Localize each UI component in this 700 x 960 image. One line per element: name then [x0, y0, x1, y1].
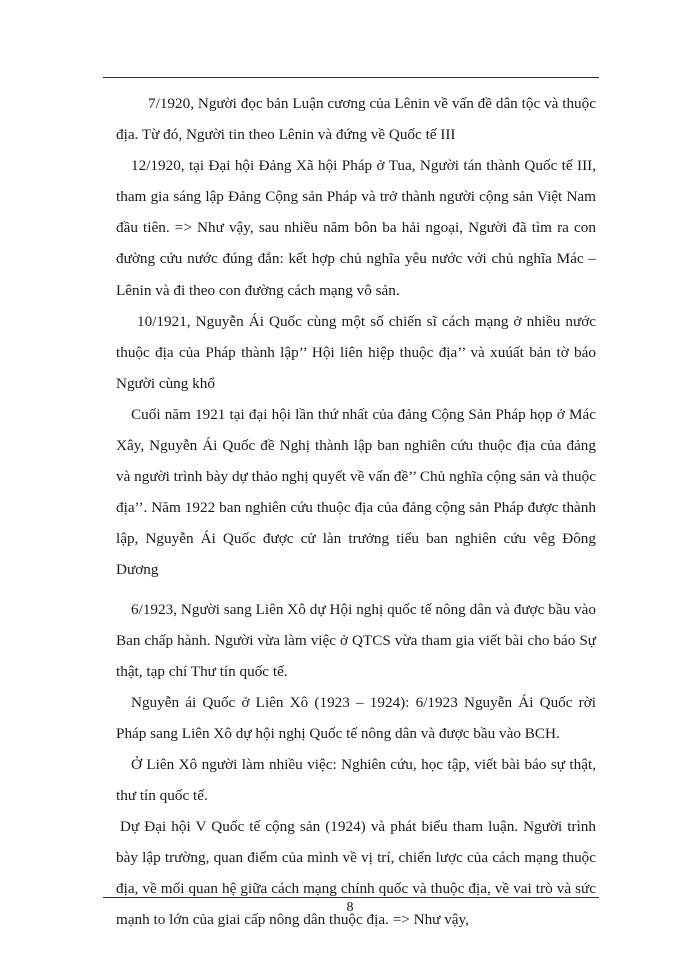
- paragraph-8: Dự Đại hội V Quốc tế cộng sản (1924) và phát biểu tham luận. Người trình bày lập trường, quan điểm của mình về vị trí, chiến lược của cách mạng thuộc địa, về mối quan hệ giữa cách mạng chính quốc và thuộc địa, về vai trò và sức mạnh to lớn của giai cấp nông dân thuộc địa. => Như vậy,: [116, 818, 596, 929]
- paragraph-4: Cuối năm 1921 tại đại hội lần thứ nhất của đảng Cộng Sản Pháp họp ở Mác Xây, Nguyễn Ái Quốc đề Nghị thành lập ban nghiên cứu thuộc địa của đảng và người trình bày dự thảo nghị quyết về vấn đề’’ Chủ nghĩa cộng sản và thuộc địa’’. Năm 1922 ban nghiên cứu thuộc địa của đảng cộng sản Pháp được thành lập, Nguyễn Ái Quốc được cử làn trưởng tiểu ban nghiên cứu vêg Đông Dương: [116, 405, 596, 579]
- paragraph-3: 10/1921, Nguyễn Ái Quốc cùng một số chiến sĩ cách mạng ở nhiều nước thuộc địa của Pháp thành lập’’ Hội liên hiệp thuộc địa’’ và xuúất bản tờ báo Người cùng khổ: [116, 312, 596, 392]
- header-rule: [103, 77, 599, 78]
- paragraph-7: Ở Liên Xô người làm nhiều việc: Nghiên cứu, học tập, viết bài báo sự thật, thư tín quốc tế.: [116, 755, 596, 805]
- paragraph-5: 6/1923, Người sang Liên Xô dự Hội nghị quốc tế nông dân và được bầu vào Ban chấp hành. Người vừa làm việc ở QTCS vừa tham gia viết bài cho báo Sự thật, tạp chí Thư tín quốc tế.: [116, 600, 596, 680]
- paragraph-2: 12/1920, tại Đại hội Đảng Xã hội Pháp ở Tua, Người tán thành Quốc tế III, tham gia sáng lập Đảng Cộng sản Pháp và trở thành người cộng sản Việt Nam đầu tiên. => Như vậy, sau nhiều năm bôn ba hải ngoại, Người đã tìm ra con đường cứu nước đúng đắn: kết hợp chủ nghĩa yêu nước với chủ nghĩa Mác – Lênin và đi theo con đường cách mạng vô sản.: [116, 157, 596, 299]
- paragraph-6: Nguyễn ái Quốc ở Liên Xô (1923 – 1924): 6/1923 Nguyễn Ái Quốc rời Pháp sang Liên Xô dự hội nghị Quốc tế nông dân và được bầu vào BCH.: [116, 693, 596, 742]
- body-text: [116, 88, 596, 936]
- page-number: 8: [346, 900, 354, 915]
- footer-rule: [103, 897, 599, 898]
- paragraph-1: 7/1920, Người đọc bản Luận cương của Lênin về vấn đề dân tộc và thuộc địa. Từ đó, Người tin theo Lênin và đứng về Quốc tế III: [116, 95, 596, 144]
